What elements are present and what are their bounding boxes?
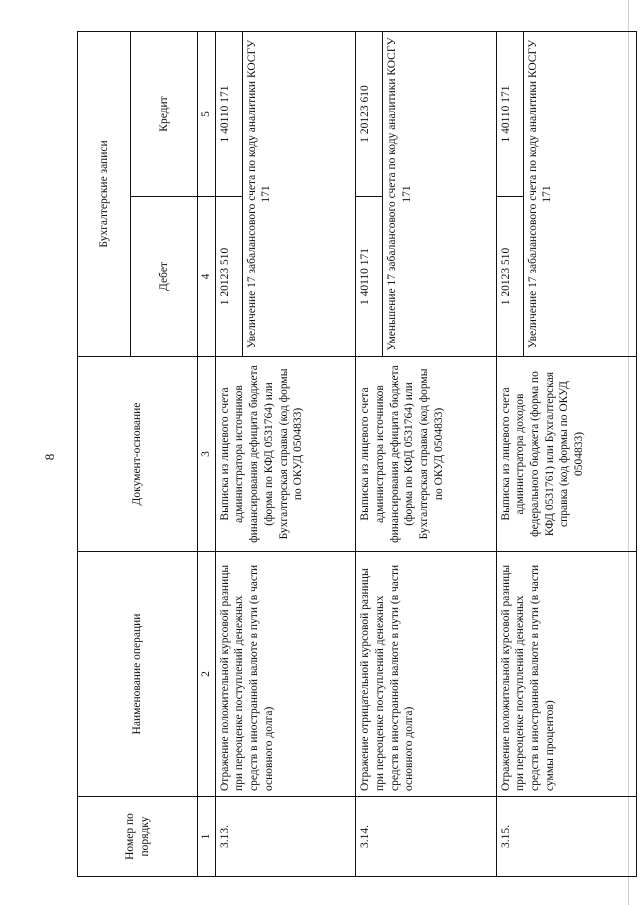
document-basis: Выписка из лицевого счета администратора источников финансирования дефицита бюджета (форма по КФД 0531764) или Бухгалтерская справка (код формы по ОКУД 0504833) <box>356 357 496 552</box>
document-basis: Выписка из лицевого счета администратора источников финансирования дефицита бюджета (форма по КФД 0531764) или Бухгалтерская справка (код формы по ОКУД 0504833) <box>215 357 355 552</box>
operation-name: Отражение положительной курсовой разницы при переоценке поступлений денежных средств в иностранной валюте в пути (в части суммы процентов) <box>496 552 636 797</box>
credit-account: 1 40110 171 <box>496 32 523 197</box>
column-number: 4 <box>198 197 216 357</box>
off-balance-note: Уменьшение 17 забалансового счета по коду аналитики КОСГУ 171 <box>383 32 496 357</box>
page-number: 8 <box>42 453 57 461</box>
header-credit: Кредит <box>131 32 198 197</box>
header-document: Документ-основание <box>78 357 198 552</box>
debit-account: 1 20123 510 <box>215 197 242 357</box>
document-basis: Выписка из лицевого счета администратора доходов федерального бюджета (форма по КФД 0531761) или Бухгалтерская справка (код формы по ОКУД 0504833) <box>496 357 636 552</box>
column-number: 2 <box>198 552 216 797</box>
operation-name: Отражение положительной курсовой разницы при переоценке поступлений денежных средств в иностранной валюте в пути (в части основного долга) <box>215 552 355 797</box>
off-balance-note: Увеличение 17 забалансового счета по коду аналитики КОСГУ 171 <box>242 32 355 357</box>
header-number: Номер по порядку <box>78 797 198 877</box>
off-balance-note: Увеличение 17 забалансового счета по коду аналитики КОСГУ 171 <box>523 32 636 357</box>
operation-name: Отражение отрицательной курсовой разницы при переоценке поступлений денежных средств в иностранной валюте в пути (в части основного долга) <box>356 552 496 797</box>
row-number: 3.13. <box>215 797 355 877</box>
table-row <box>356 32 383 877</box>
debit-account: 1 40110 171 <box>356 197 383 357</box>
column-number: 3 <box>198 357 216 552</box>
header-entries: Бухгалтерские записи <box>78 32 131 357</box>
accounting-entries-table <box>77 31 637 877</box>
table-row <box>496 32 523 877</box>
credit-account: 1 40110 171 <box>215 32 242 197</box>
column-number: 5 <box>198 32 216 197</box>
header-debit: Дебет <box>131 197 198 357</box>
credit-account: 1 20123 610 <box>356 32 383 197</box>
header-row <box>78 32 131 877</box>
header-operation: Наименование операции <box>78 552 198 797</box>
table-row <box>215 32 242 877</box>
column-number-row <box>198 32 216 877</box>
row-number: 3.14. <box>356 797 496 877</box>
row-number: 3.15. <box>496 797 636 877</box>
column-number: 1 <box>198 797 216 877</box>
debit-account: 1 20123 510 <box>496 197 523 357</box>
